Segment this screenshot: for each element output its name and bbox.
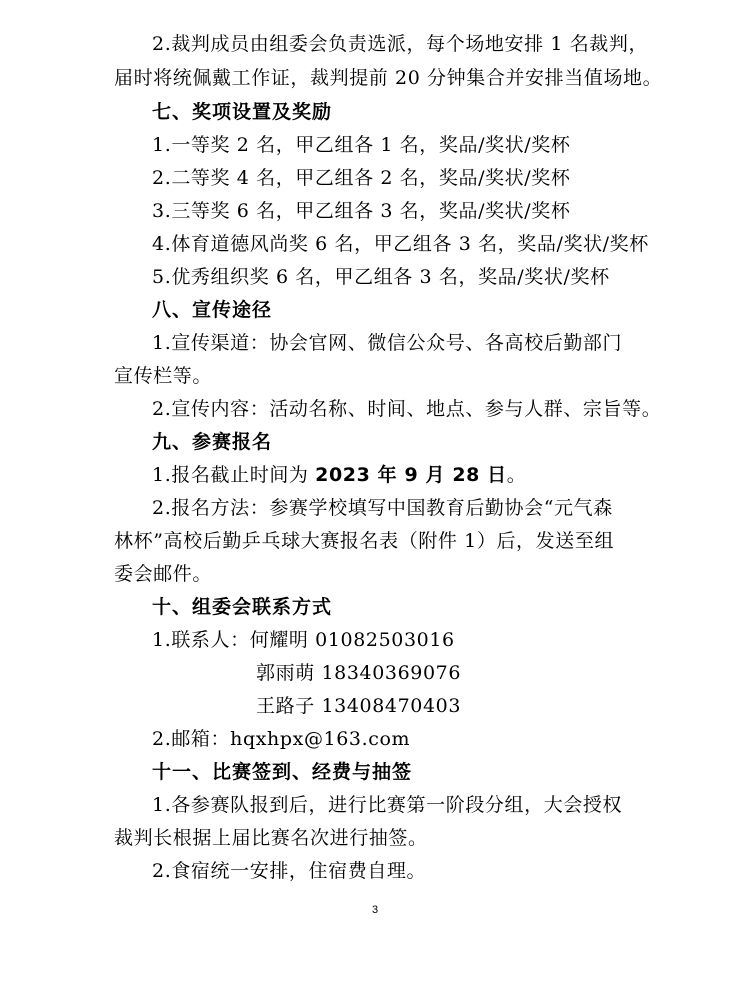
registration-deadline-date: 2023 年 9 月 28 日 [315,464,507,486]
award-first-prize: 1.一等奖 2 名，甲乙组各 1 名，奖品/奖状/奖杯 [152,134,571,156]
publicity-content: 2.宣传内容：活动名称、时间、地点、参与人群、宗旨等。 [152,398,662,420]
page-number: 3 [371,904,379,916]
award-second-prize: 2.二等奖 4 名，甲乙组各 2 名，奖品/奖状/奖杯 [152,167,571,189]
checkin-grouping: 1.各参赛队报到后，进行比赛第一阶段分组，大会授权 [152,794,623,816]
registration-deadline-end: 。 [506,464,527,486]
registration-method-cont-1: 林杯”高校后勤乒乓球大赛报名表（附件 1）后，发送至组 [114,530,615,552]
section-heading-contacts: 十、组委会联系方式 [152,596,333,618]
accommodation-note: 2.食宿统一安排，住宿费自理。 [152,860,427,882]
contact-person-2: 郭雨萌 18340369076 [256,662,462,684]
award-third-prize: 3.三等奖 6 名，甲乙组各 3 名，奖品/奖状/奖杯 [152,200,571,222]
registration-method: 2.报名方法：参赛学校填写中国教育后勤协会“元气森 [152,497,613,519]
publicity-channels-cont: 宣传栏等。 [114,365,213,387]
contact-person-1: 1.联系人：何耀明 01082503016 [152,629,455,651]
contact-person-3: 王路子 13408470403 [256,695,462,717]
section-heading-publicity: 八、宣传途径 [152,299,273,321]
award-organization: 5.优秀组织奖 6 名，甲乙组各 3 名，奖品/奖状/奖杯 [152,266,610,288]
registration-method-cont-2: 委会邮件。 [114,563,213,585]
section-heading-checkin: 十一、比赛签到、经费与抽签 [152,761,413,783]
referee-selection-line: 2.裁判成员由组委会负责选派，每个场地安排 1 名裁判， [152,33,649,55]
checkin-grouping-cont: 裁判长根据上届比赛名次进行抽签。 [114,827,428,849]
registration-deadline [152,463,526,487]
section-heading-registration: 九、参赛报名 [152,431,273,453]
publicity-channels: 1.宣传渠道：协会官网、微信公众号、各高校后勤部门 [152,332,623,354]
referee-selection-line-cont: 届时将统佩戴工作证，裁判提前 20 分钟集合并安排当值场地。 [114,67,663,89]
section-heading-awards: 七、奖项设置及奖励 [152,101,333,123]
contact-email: 2.邮箱：hqxhpx@163.com [152,728,411,750]
award-sportsmanship: 4.体育道德风尚奖 6 名，甲乙组各 3 名，奖品/奖状/奖杯 [152,233,649,255]
registration-deadline-label: 1.报名截止时间为 [152,464,316,486]
